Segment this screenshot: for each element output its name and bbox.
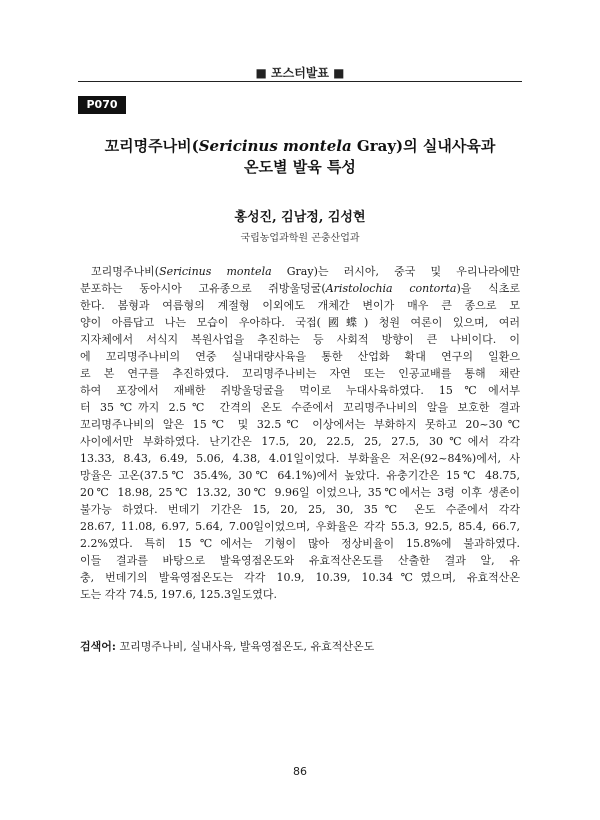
abstract bbox=[80, 263, 520, 603]
abstract-line: 사이에서만 부화하였다. 난기간은 17.5, 20, 22.5, 25, 27.5, 30℃에서 각각 bbox=[80, 435, 520, 448]
title-line-2: 온도별 발육 특성 bbox=[244, 158, 356, 176]
abstract-line: 양이 아름답고 나는 모습이 우아하다. 국접(國蝶) 청원 여론이 있으며, 여러 bbox=[80, 316, 520, 329]
affiliation: 국립농업과학원 곤충산업과 bbox=[240, 233, 360, 244]
abstract-line: 한다. 봄형과 여름형의 계절형 이외에도 개체간 변이가 매우 큰 종으로 모 bbox=[80, 299, 520, 312]
section-header-label: ■ 포스터발표 ■ bbox=[255, 66, 345, 80]
abstract-line: 터 35℃까지 2.5℃ 간격의 온도 수준에서 꼬리명주나비의 알을 보호한 결과 bbox=[80, 401, 520, 414]
abstract-line: 13.33, 8.43, 6.49, 5.06, 4.38, 4.01일이었다. 부화율은 저온(92~84%)에서, 사 bbox=[80, 452, 520, 465]
abstract-line: 2.2%였다. 특히 15℃에서는 기형이 많아 정상비율이 15.8%에 불과하였다. bbox=[80, 537, 520, 550]
authors: 홍성진, 김남정, 김성현 bbox=[234, 210, 366, 225]
keywords bbox=[80, 638, 520, 654]
abstract-line: 이들 결과를 바탕으로 발육영점온도와 유효적산온도를 산출한 결과 알, 유 bbox=[80, 554, 520, 567]
abstract-line: 지자체에서 서식지 복원사업을 추진하는 등 사회적 방향이 큰 나비이다. 이 bbox=[80, 333, 520, 346]
title-line-1: 꼬리명주나비(Sericinus montela Gray)의 실내사육과 bbox=[104, 137, 496, 155]
abstract-line: 꼬리명주나비(Sericinus montela Gray)는 러시아, 중국 및 우리나라에만 bbox=[80, 265, 520, 278]
abstract-line: 하여 포장에서 재배한 쥐방울덩굴을 먹이로 누대사육하였다. 15℃에서부 bbox=[80, 384, 520, 397]
page-number: 86 bbox=[293, 765, 307, 778]
header-rule bbox=[78, 81, 522, 82]
abstract-line: 20℃ 18.98, 25℃ 13.32, 30℃ 9.96일 이었으나, 35℃에서는 3령 이후 생존이 bbox=[80, 486, 520, 499]
abstract-line: 28.67, 11.08, 6.97, 5.64, 7.00일이었으며, 우화율은 각각 55.3, 92.5, 85.4, 66.7, bbox=[80, 520, 520, 533]
abstract-line: 에 꼬리명주나비의 연중 실내대량사육을 통한 산업화 확대 연구의 일환으 bbox=[80, 350, 520, 363]
keywords-label: 검색어: bbox=[80, 640, 116, 653]
abstract-line: 분포하는 동아시아 고유종으로 쥐방울덩굴(Aristolochia contorta)을 식초로 bbox=[80, 282, 520, 295]
keywords-list: 꼬리명주나비, 실내사육, 발육영점온도, 유효적산온도 bbox=[119, 640, 375, 653]
abstract-line: 도는 각각 74.5, 197.6, 125.3일도였다. bbox=[80, 588, 277, 601]
abstract-line: 망율은 고온(37.5℃ 35.4%, 30℃ 64.1%)에서 높았다. 유충기간은 15℃ 48.75, bbox=[80, 469, 520, 482]
abstract-line: 꼬리명주나비의 알은 15℃ 및 32.5℃ 이상에서는 부화하지 못하고 20~30℃ bbox=[80, 418, 520, 431]
abstract-line: 로 본 연구를 추진하였다. 꼬리명주나비는 자연 또는 인공교배를 통해 채란 bbox=[80, 367, 520, 380]
abstract-line: 충, 번데기의 발육영점온도는 각각 10.9, 10.39, 10.34℃였으며, 유효적산온 bbox=[80, 571, 520, 584]
abstract-line: 불가능 하였다. 번데기 기간은 15, 20, 25, 30, 35℃ 온도 수준에서 각각 bbox=[80, 503, 520, 516]
paper-title bbox=[60, 136, 540, 178]
paper-code-badge: P070 bbox=[78, 96, 126, 114]
